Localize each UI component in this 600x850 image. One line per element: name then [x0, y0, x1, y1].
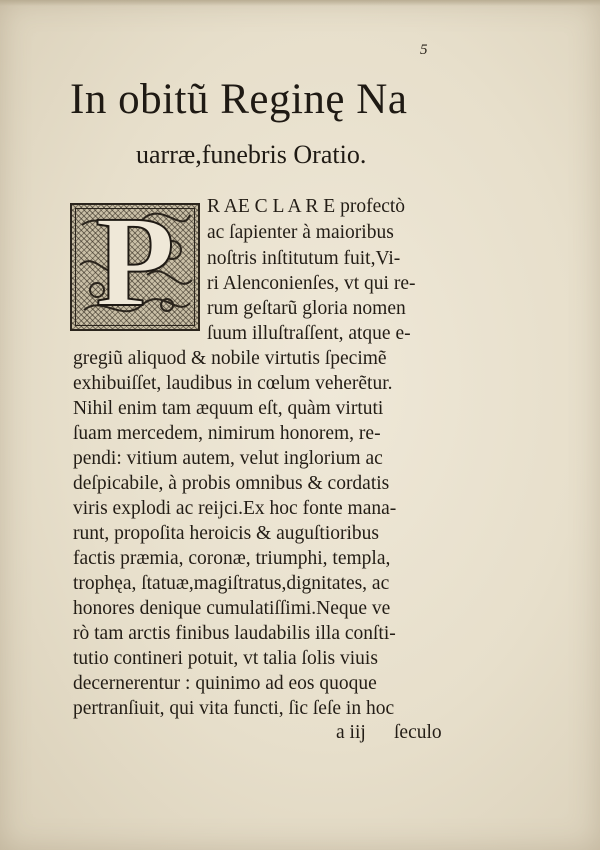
- text-line: deſpicabile, à probis omnibus & cordatis: [73, 473, 390, 494]
- text-line: decernerentur : quinimo ad eos quoque: [73, 673, 377, 694]
- text-line: rò tam arctis finibus laudabilis illa conſti-: [73, 623, 396, 644]
- text-line: ri Alenconienſes, vt qui re-: [207, 273, 416, 294]
- text-line: honores denique cumulatiſſimi.Neque ve: [73, 598, 391, 619]
- initial-letter: P: [95, 203, 175, 331]
- page-number: 5: [420, 42, 428, 58]
- text-line: viris explodi ac reijci.Ex hoc fonte mana-: [73, 498, 397, 519]
- decorated-initial: [70, 203, 200, 331]
- signature-mark: a iij: [336, 722, 366, 743]
- text-line: ſuum illuſtraſſent, atque e-: [207, 323, 411, 344]
- page-top-edge: [0, 0, 600, 6]
- text-line: trophęa, ſtatuæ,magiſtratus,dignitates, ac: [73, 573, 390, 594]
- text-line: runt, propoſita heroicis & auguſtioribus: [73, 523, 379, 544]
- text-line: exhibuiſſet, laudibus in cœlum veherẽtur.: [73, 373, 393, 394]
- text-line: rum geſtarũ gloria nomen: [207, 298, 406, 319]
- text-line: noſtris inſtitutum fuit,Vi-: [207, 248, 401, 269]
- text-line: ac ſapienter à maioribus: [207, 222, 394, 243]
- text-line: pendi: vitium autem, velut inglorium ac: [73, 448, 383, 469]
- catchword: ſeculo: [394, 722, 442, 743]
- text-line: Nihil enim tam æquum eſt, quàm virtuti: [73, 398, 384, 419]
- text-line: tutio contineri potuit, vt talia ſolis viuis: [73, 648, 378, 669]
- text-line: gregiũ aliquod & nobile virtutis ſpecimẽ: [73, 348, 387, 369]
- text-line: R AE C L A R E profectò: [207, 196, 406, 217]
- text-line: pertranſiuit, qui vita functi, ſic ſeſe in hoc: [73, 698, 395, 719]
- text-line: factis præmia, coronæ, triumphi, templa,: [73, 548, 391, 569]
- text-line: ſuam mercedem, nimirum honorem, re-: [73, 423, 381, 444]
- title-line-2: uarræ,funebris Oratio.: [136, 140, 367, 169]
- title-line-1: In obitũ Reginę Na: [70, 76, 408, 123]
